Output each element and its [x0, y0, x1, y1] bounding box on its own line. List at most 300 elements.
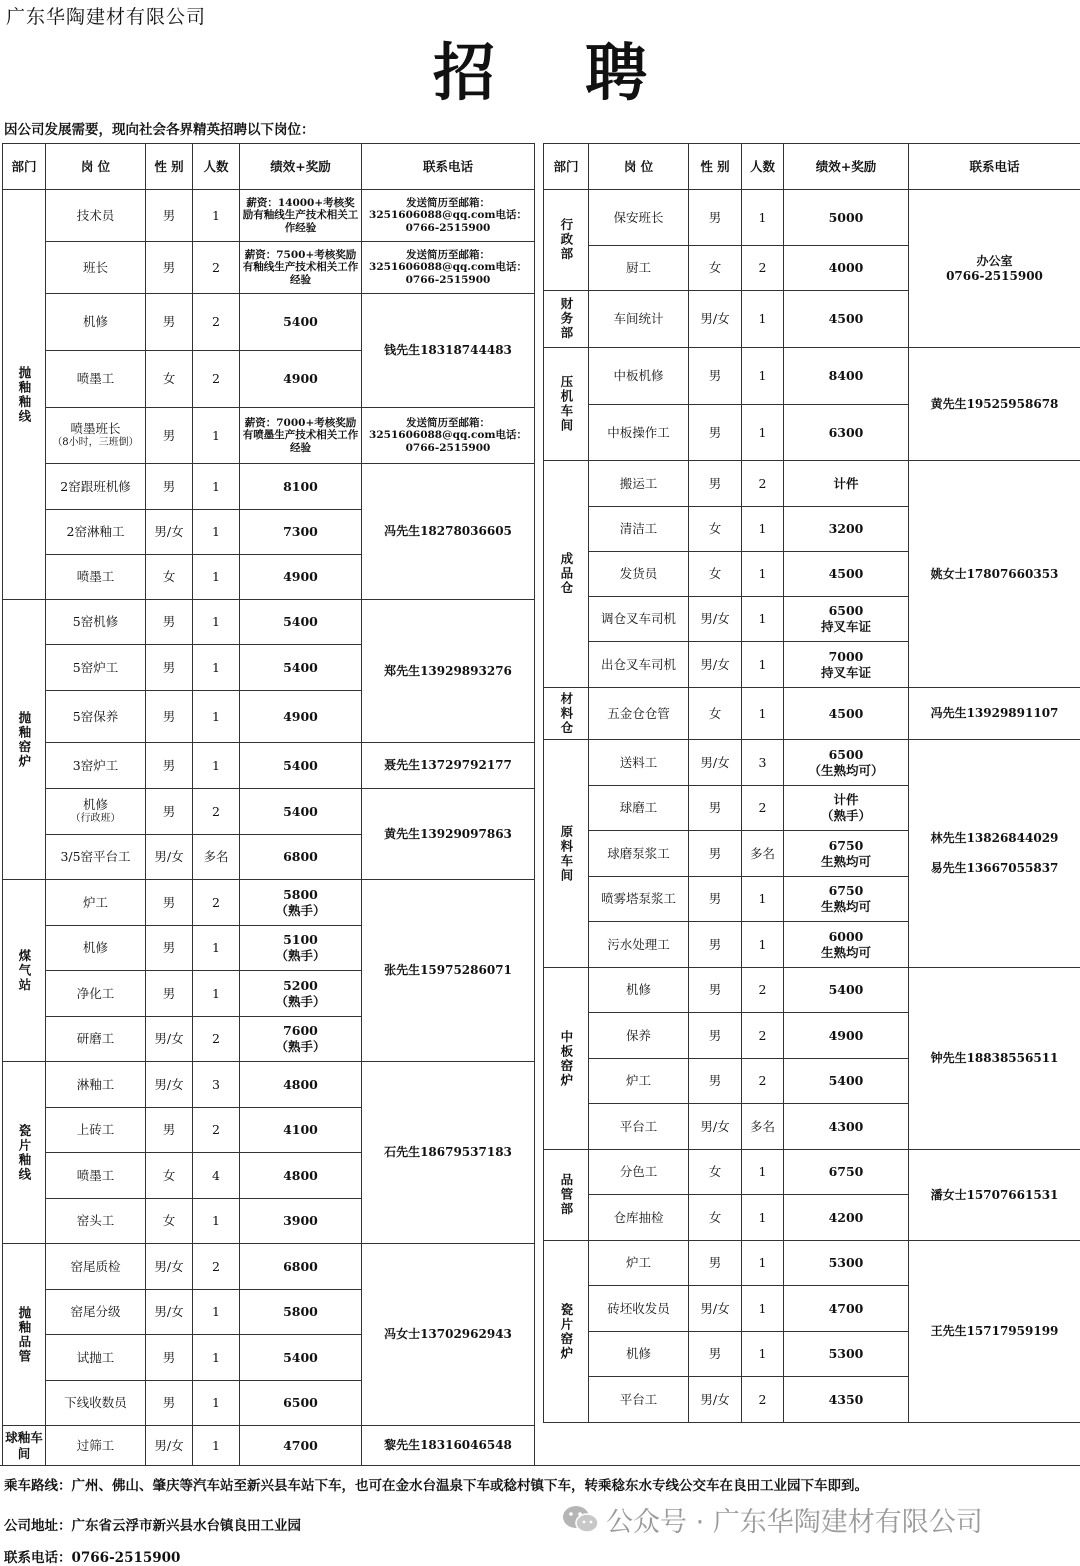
pay-cell: 4100: [240, 1108, 362, 1153]
count-cell: 多名: [742, 1104, 784, 1150]
header-row: [3, 144, 535, 190]
pay-cell: [240, 971, 362, 1017]
position-cell: 炉工: [46, 880, 146, 926]
gender-cell: 男: [146, 743, 193, 789]
gender-cell: 男/女: [146, 1290, 193, 1335]
gender-cell: 女: [689, 552, 742, 597]
pay-cell: 4900: [240, 691, 362, 743]
dept-cell: 抛釉品管: [3, 1244, 46, 1426]
contact-cell: 发送简历至邮箱：3251606088@qq.com电话：0766-2515900: [362, 408, 535, 464]
count-cell: 2: [193, 351, 240, 408]
contact-cell: 张先生15975286071: [362, 880, 535, 1062]
header-contact: 联系电话: [909, 144, 1080, 190]
pay-cell: 8400: [784, 348, 909, 405]
position-cell: 3窑炉工: [46, 743, 146, 789]
gender-cell: 男: [146, 926, 193, 971]
contact-cell: 钟先生18838556511: [909, 968, 1080, 1150]
pay-cell: [784, 740, 909, 786]
pay-note: （生熟均可）: [808, 763, 883, 778]
pay-note: 生熟均可: [821, 899, 871, 914]
table-row: [3, 880, 535, 926]
pay-cell: 5400: [784, 968, 909, 1013]
count-cell: 2: [742, 461, 784, 507]
table-row: [3, 464, 535, 510]
gender-cell: 男: [689, 190, 742, 246]
pay-value: 6000: [829, 929, 864, 944]
position-cell: 保安班长: [589, 190, 689, 246]
footer-divider: [0, 1465, 1080, 1466]
gender-cell: 男/女: [689, 1377, 742, 1423]
position-cell: 搬运工: [589, 461, 689, 507]
gender-cell: 男: [689, 968, 742, 1013]
gender-cell: 女: [689, 688, 742, 740]
position-cell: 炉工: [589, 1241, 689, 1286]
position-cell: 试抛工: [46, 1335, 146, 1381]
pay-cell: 4500: [784, 688, 909, 740]
header-contact: 联系电话: [362, 144, 535, 190]
gender-cell: 男: [146, 294, 193, 351]
count-cell: 1: [742, 1332, 784, 1377]
position-cell: 车间统计: [589, 291, 689, 348]
pay-cell: 6800: [240, 1244, 362, 1290]
pay-cell: [240, 880, 362, 926]
dept-cell: 抛釉釉线: [3, 190, 46, 600]
dept-cell: 瓷片釉线: [3, 1062, 46, 1244]
contact-office-tel: 0766-2515900: [946, 269, 1043, 283]
gender-cell: 男: [689, 831, 742, 877]
position-cell: 五金仓仓管: [589, 688, 689, 740]
position-cell: 保养: [589, 1013, 689, 1059]
pay-value: 5100: [283, 932, 318, 947]
gender-cell: 男/女: [689, 740, 742, 786]
pay-cell: [784, 642, 909, 688]
gender-cell: 男: [146, 408, 193, 464]
count-cell: 1: [193, 1199, 240, 1244]
dept-cell: 财务部: [544, 291, 589, 348]
address-text: 公司地址：广东省云浮市新兴县水台镇良田工业园: [4, 1514, 301, 1534]
gender-cell: 男: [689, 1332, 742, 1377]
pay-cell: [240, 1017, 362, 1062]
dept-cell: 原料车间: [544, 740, 589, 968]
pay-cell: 6300: [784, 405, 909, 461]
count-cell: 1: [193, 743, 240, 789]
gender-cell: 男/女: [146, 1017, 193, 1062]
gender-cell: 女: [146, 351, 193, 408]
count-cell: 1: [193, 1426, 240, 1466]
position-cell: 2窑淋釉工: [46, 510, 146, 555]
count-cell: 2: [193, 242, 240, 294]
gender-cell: 男: [146, 190, 193, 242]
contact-cell: 钱先生18318744483: [362, 294, 535, 408]
table-row: [544, 190, 1080, 246]
position-cell: 污水处理工: [589, 922, 689, 968]
count-cell: 1: [193, 1335, 240, 1381]
gender-cell: 男: [689, 1013, 742, 1059]
wechat-icon: [562, 1504, 600, 1536]
dept-cell: 品管部: [544, 1150, 589, 1241]
count-cell: 2: [742, 786, 784, 831]
gender-cell: 女: [689, 507, 742, 552]
count-cell: 1: [193, 190, 240, 242]
contact-cell: 潘女士15707661531: [909, 1150, 1080, 1241]
pay-value: 6750: [829, 883, 864, 898]
pay-note: 持叉车证: [821, 619, 871, 634]
pay-value: 7600: [283, 1023, 318, 1038]
count-cell: 1: [742, 1150, 784, 1195]
gender-cell: 男: [689, 877, 742, 922]
pay-value: 5200: [283, 978, 318, 993]
contact-cell: 石先生18679537183: [362, 1062, 535, 1244]
count-cell: 1: [742, 922, 784, 968]
gender-cell: 男/女: [689, 291, 742, 348]
count-cell: 1: [193, 926, 240, 971]
pay-note: 生熟均可: [821, 945, 871, 960]
count-cell: 多名: [742, 831, 784, 877]
gender-cell: 男/女: [146, 1244, 193, 1290]
table-row: [544, 688, 1080, 740]
pay-note: （熟手）: [275, 903, 325, 918]
pay-cell: 4000: [784, 246, 909, 291]
pay-cell: 4350: [784, 1377, 909, 1423]
table-row: [544, 1241, 1080, 1286]
position-cell: 球磨泵浆工: [589, 831, 689, 877]
phone-text: 联系电话：0766-2515900: [4, 1546, 180, 1566]
pay-cell: 5400: [240, 789, 362, 835]
count-cell: 2: [193, 880, 240, 926]
position-cell: 5窑炉工: [46, 645, 146, 691]
gender-cell: 男: [689, 786, 742, 831]
pay-cell: 6800: [240, 835, 362, 880]
pay-note: 生熟均可: [821, 854, 871, 869]
pay-value: 7000: [829, 649, 864, 664]
gender-cell: 男: [146, 880, 193, 926]
pay-cell: [240, 926, 362, 971]
pay-cell: 4900: [240, 351, 362, 408]
count-cell: 1: [193, 510, 240, 555]
pay-value: 5800: [283, 887, 318, 902]
pay-cell: 4800: [240, 1153, 362, 1199]
table-row: [3, 408, 535, 464]
count-cell: 2: [193, 1017, 240, 1062]
wechat-watermark: [562, 1500, 983, 1539]
pay-cell: 6750: [784, 1150, 909, 1195]
position-cell: 5窑机修: [46, 600, 146, 645]
count-cell: 1: [193, 691, 240, 743]
pay-cell: 4200: [784, 1195, 909, 1241]
gender-cell: 男: [689, 922, 742, 968]
pay-note: （熟手）: [275, 994, 325, 1009]
count-cell: 1: [742, 552, 784, 597]
position-cell: 调仓叉车司机: [589, 597, 689, 642]
contact-cell: 姚女士17807660353: [909, 461, 1080, 688]
pay-value: 6500: [829, 747, 864, 762]
position-cell: 机修: [46, 926, 146, 971]
header-row: [544, 144, 1080, 190]
count-cell: 1: [742, 688, 784, 740]
table-row: [3, 242, 535, 294]
dept-cell: 成品仓: [544, 461, 589, 688]
count-cell: 1: [193, 971, 240, 1017]
position-cell: 平台工: [589, 1377, 689, 1423]
position-cell: 中板机修: [589, 348, 689, 405]
header-dept: 部门: [544, 144, 589, 190]
pay-cell: 4700: [784, 1286, 909, 1332]
header-count: 人数: [193, 144, 240, 190]
watermark-text: 公众号 · 广东华陶建材有限公司: [606, 1500, 983, 1539]
contact-cell: [909, 190, 1080, 348]
table-row: [544, 1150, 1080, 1195]
position-cell: 过筛工: [46, 1426, 146, 1466]
count-cell: 1: [742, 877, 784, 922]
position-cell: [46, 408, 146, 464]
position-cell: 球磨工: [589, 786, 689, 831]
gender-cell: 女: [146, 1153, 193, 1199]
pay-cell: 5400: [240, 1335, 362, 1381]
count-cell: 1: [742, 1286, 784, 1332]
count-cell: 1: [742, 1241, 784, 1286]
table-row: [3, 600, 535, 645]
position-cell: 5窑保养: [46, 691, 146, 743]
gender-cell: 男/女: [146, 835, 193, 880]
pay-note: （熟手）: [275, 1039, 325, 1054]
contact-cell: 黎先生18316046548: [362, 1426, 535, 1466]
position-cell: 机修: [589, 1332, 689, 1377]
pay-value: 6500: [829, 603, 864, 618]
pay-cell: 5300: [784, 1332, 909, 1377]
table-row: [544, 348, 1080, 405]
position-cell: 研磨工: [46, 1017, 146, 1062]
contact-name: 易先生13667055837: [931, 861, 1059, 875]
dept-cell: 球釉车间: [3, 1426, 46, 1466]
position-cell: 2窑跟班机修: [46, 464, 146, 510]
position-cell: 出仓叉车司机: [589, 642, 689, 688]
position-cell: 机修: [589, 968, 689, 1013]
position-cell: 班长: [46, 242, 146, 294]
count-cell: 2: [193, 1108, 240, 1153]
position-cell: 上砖工: [46, 1108, 146, 1153]
contact-cell: 冯女士13702962943: [362, 1244, 535, 1426]
table-row: [3, 1062, 535, 1108]
gender-cell: 男: [146, 464, 193, 510]
table-row: [544, 740, 1080, 786]
gender-cell: 男: [689, 405, 742, 461]
pay-cell: [784, 922, 909, 968]
pay-cell: 4300: [784, 1104, 909, 1150]
pay-cell: 薪资：7000+考核奖励有喷墨生产技术相关工作经验: [240, 408, 362, 464]
contact-cell: [909, 740, 1080, 968]
dept-cell: 抛釉窑炉: [3, 600, 46, 880]
count-cell: 2: [742, 246, 784, 291]
count-cell: 2: [193, 1244, 240, 1290]
count-cell: 1: [742, 1195, 784, 1241]
gender-cell: 男: [146, 1108, 193, 1153]
pay-cell: 4900: [240, 555, 362, 600]
dept-cell: 煤气站: [3, 880, 46, 1062]
table-row: [3, 1426, 535, 1466]
position-cell: 中板操作工: [589, 405, 689, 461]
pay-note: （熟手）: [275, 948, 325, 963]
position-cell: 送料工: [589, 740, 689, 786]
pay-cell: 4700: [240, 1426, 362, 1466]
pay-note: （熟手）: [821, 808, 871, 823]
contact-cell: 发送简历至邮箱：3251606088@qq.com电话：0766-2515900: [362, 242, 535, 294]
gender-cell: 男/女: [689, 642, 742, 688]
gender-cell: 男: [146, 971, 193, 1017]
count-cell: 4: [193, 1153, 240, 1199]
right-jobs-table: [543, 143, 1080, 1423]
count-cell: 1: [742, 405, 784, 461]
count-cell: 2: [742, 1013, 784, 1059]
contact-cell: 郑先生13929893276: [362, 600, 535, 743]
table-row: [544, 461, 1080, 507]
position-cell: 喷墨工: [46, 555, 146, 600]
count-cell: 2: [742, 1377, 784, 1423]
count-cell: 2: [193, 789, 240, 835]
page-title: 招聘: [0, 36, 1080, 110]
header-count: 人数: [742, 144, 784, 190]
dept-cell: 中板窑炉: [544, 968, 589, 1150]
table-row: [3, 743, 535, 789]
contact-cell: 发送简历至邮箱：3251606088@qq.com电话：0766-2515900: [362, 190, 535, 242]
pay-cell: 5400: [784, 1059, 909, 1104]
count-cell: 1: [742, 348, 784, 405]
gender-cell: 女: [689, 246, 742, 291]
count-cell: 1: [742, 597, 784, 642]
pay-cell: 薪资：14000+考核奖励有釉线生产技术相关工作经验: [240, 190, 362, 242]
pay-value: 计件: [833, 792, 858, 807]
position-cell: 仓库抽检: [589, 1195, 689, 1241]
position-cell: 窑尾分级: [46, 1290, 146, 1335]
position-cell: 窑头工: [46, 1199, 146, 1244]
gender-cell: 男: [146, 1381, 193, 1426]
contact-cell: 冯先生18278036605: [362, 464, 535, 600]
position-note: （8小时，三班倒）: [48, 437, 143, 450]
count-cell: 3: [193, 1062, 240, 1108]
gender-cell: 男: [689, 348, 742, 405]
position-cell: 喷墨工: [46, 351, 146, 408]
gender-cell: 男: [146, 242, 193, 294]
position-cell: 技术员: [46, 190, 146, 242]
position-cell: 砖坯收发员: [589, 1286, 689, 1332]
pay-cell: 5800: [240, 1290, 362, 1335]
gender-cell: 男/女: [146, 510, 193, 555]
pay-cell: [784, 831, 909, 877]
gender-cell: 男: [146, 789, 193, 835]
gender-cell: 女: [146, 555, 193, 600]
table-row: [3, 1244, 535, 1290]
position-cell: 淋釉工: [46, 1062, 146, 1108]
company-name: 广东华陶建材有限公司: [6, 2, 206, 29]
left-jobs-table: [2, 143, 535, 1466]
pay-cell: 3200: [784, 507, 909, 552]
pay-note: 持叉车证: [821, 665, 871, 680]
position-cell: 分色工: [589, 1150, 689, 1195]
count-cell: 1: [193, 464, 240, 510]
pay-cell: 5400: [240, 743, 362, 789]
pay-cell: 薪资：7500+考核奖励有釉线生产技术相关工作经验: [240, 242, 362, 294]
count-cell: 1: [193, 555, 240, 600]
dept-cell: 行政部: [544, 190, 589, 291]
gender-cell: 男: [689, 1241, 742, 1286]
pay-cell: 计件: [784, 461, 909, 507]
header-position: 岗 位: [46, 144, 146, 190]
count-cell: 多名: [193, 835, 240, 880]
gender-cell: 男: [689, 461, 742, 507]
table-row: [3, 789, 535, 835]
count-cell: 1: [193, 408, 240, 464]
gender-cell: 男/女: [689, 1286, 742, 1332]
pay-cell: 4500: [784, 291, 909, 348]
pay-cell: 5400: [240, 294, 362, 351]
pay-cell: [784, 597, 909, 642]
pay-cell: 8100: [240, 464, 362, 510]
table-row: [3, 190, 535, 242]
dept-cell: 材料仓: [544, 688, 589, 740]
header-gender: 性 别: [146, 144, 193, 190]
count-cell: 1: [742, 642, 784, 688]
gender-cell: 男/女: [689, 597, 742, 642]
pay-cell: 5400: [240, 645, 362, 691]
header-position: 岗 位: [589, 144, 689, 190]
contact-name: 林先生13826844029: [931, 831, 1059, 845]
pay-cell: 3900: [240, 1199, 362, 1244]
count-cell: 1: [193, 600, 240, 645]
position-cell: 喷墨工: [46, 1153, 146, 1199]
count-cell: 1: [742, 507, 784, 552]
pay-value: 6750: [829, 838, 864, 853]
position-cell: 喷雾塔泵浆工: [589, 877, 689, 922]
count-cell: 1: [193, 1290, 240, 1335]
position-cell: 厨工: [589, 246, 689, 291]
header-dept: 部门: [3, 144, 46, 190]
gender-cell: 男/女: [146, 1426, 193, 1466]
table-row: [3, 294, 535, 351]
dept-cell: 压机车间: [544, 348, 589, 461]
header-gender: 性 别: [689, 144, 742, 190]
contact-cell: 黄先生19525958678: [909, 348, 1080, 461]
count-cell: 1: [193, 645, 240, 691]
header-pay: 绩效+奖励: [784, 144, 909, 190]
position-cell: 3/5窑平台工: [46, 835, 146, 880]
position-cell: 机修: [46, 294, 146, 351]
gender-cell: 男: [146, 1335, 193, 1381]
contact-cell: 王先生15717959199: [909, 1241, 1080, 1423]
bus-route-text: 乘车路线：广州、佛山、肇庆等汽车站至新兴县车站下车，也可在金水台温泉下车或稔村镇下车，转乘稔东水专线公交车在良田工业园下车即到。: [4, 1474, 868, 1494]
gender-cell: 男/女: [146, 1062, 193, 1108]
count-cell: 1: [742, 190, 784, 246]
pay-cell: 4500: [784, 552, 909, 597]
contact-office: 办公室: [976, 254, 1012, 268]
contact-cell: 聂先生13729792177: [362, 743, 535, 789]
position-cell: 清洁工: [589, 507, 689, 552]
gender-cell: 女: [689, 1195, 742, 1241]
gender-cell: 男: [146, 645, 193, 691]
position-cell: 平台工: [589, 1104, 689, 1150]
gender-cell: 女: [689, 1150, 742, 1195]
pay-cell: 4800: [240, 1062, 362, 1108]
dept-cell: 瓷片窑炉: [544, 1241, 589, 1423]
gender-cell: 女: [146, 1199, 193, 1244]
gender-cell: 男: [689, 1059, 742, 1104]
contact-cell: 冯先生13929891107: [909, 688, 1080, 740]
pay-cell: 4900: [784, 1013, 909, 1059]
position-cell: 炉工: [589, 1059, 689, 1104]
header-pay: 绩效+奖励: [240, 144, 362, 190]
contact-cell: 黄先生13929097863: [362, 789, 535, 880]
position-text: 喷墨班长: [70, 421, 120, 436]
pay-cell: [784, 877, 909, 922]
count-cell: 2: [742, 968, 784, 1013]
